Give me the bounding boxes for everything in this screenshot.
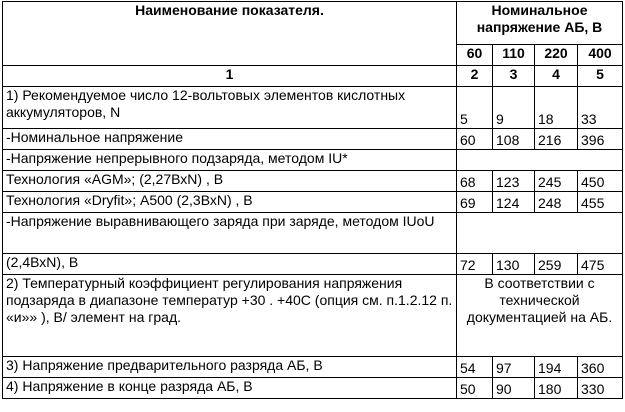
indicator-header: Наименование показателя.	[3, 2, 457, 66]
header-row	[3, 2, 623, 45]
value-cell: 123	[493, 171, 535, 192]
col-number-5: 5	[578, 66, 623, 87]
table-row	[3, 192, 623, 213]
value-cell: 72	[457, 254, 493, 275]
voltage-110: 110	[493, 45, 535, 66]
value-cell: 54	[457, 357, 493, 378]
value-cell: 245	[535, 171, 578, 192]
voltage-220: 220	[535, 45, 578, 66]
value-cell: 216	[535, 129, 578, 150]
row-label: Технология «AGM»; (2,27ВхN) , В	[3, 171, 457, 192]
table-row	[3, 275, 623, 357]
value-cell: 124	[493, 192, 535, 213]
row-label: -Напряжение непрерывного подзаряда, методом IU*	[3, 150, 457, 171]
row-label: (2,4ВхN), В	[3, 254, 457, 275]
table-row	[3, 378, 623, 399]
merged-note-cell: В соответствии с технической документацией на АБ.	[457, 275, 623, 357]
col-number-1: 1	[3, 66, 457, 87]
voltage-400: 400	[578, 45, 623, 66]
value-cell: 475	[578, 254, 623, 275]
value-cell: 50	[457, 378, 493, 399]
row-label: 1) Рекомендуемое число 12-вольтовых элементов кислотных аккумуляторов, N	[3, 87, 457, 129]
col-number-4: 4	[535, 66, 578, 87]
spec-table	[2, 1, 623, 399]
value-cell: 396	[578, 129, 623, 150]
table-row	[3, 213, 623, 254]
value-cell: 259	[535, 254, 578, 275]
table-row	[3, 129, 623, 150]
value-cell: 180	[535, 378, 578, 399]
value-cell: 97	[493, 357, 535, 378]
table-row	[3, 87, 623, 129]
row-label: -Номинальное напряжение	[3, 129, 457, 150]
table-row	[3, 150, 623, 171]
value-cell: 108	[493, 129, 535, 150]
value-cell: 194	[535, 357, 578, 378]
value-cell: 69	[457, 192, 493, 213]
row-label: -Напряжение выравнивающего заряда при заряде, методом IUoU	[3, 213, 457, 254]
value-cell: 5	[457, 87, 493, 129]
table-row	[3, 171, 623, 192]
value-cell: 330	[578, 378, 623, 399]
row-label: 2) Температурный коэффициент регулирования напряжения подзаряда в диапазоне температур +30 . +40С (опция см. п.1.2.12 п. «и»» ), В/ элемент на град.	[3, 275, 457, 357]
value-cell: 33	[578, 87, 623, 129]
row-label: Технология «Dryfit»; А500 (2,3ВхN) , В	[3, 192, 457, 213]
value-cell: 450	[578, 171, 623, 192]
value-cell: 248	[535, 192, 578, 213]
column-number-row	[3, 66, 623, 87]
empty-cell	[457, 150, 623, 171]
value-cell: 360	[578, 357, 623, 378]
voltage-60: 60	[457, 45, 493, 66]
empty-cell	[457, 213, 623, 254]
table-row	[3, 357, 623, 378]
row-label: 3) Напряжение предварительного разряда АБ, В	[3, 357, 457, 378]
col-number-3: 3	[493, 66, 535, 87]
value-cell: 9	[493, 87, 535, 129]
row-label: 4) Напряжение в конце разряда АБ, В	[3, 378, 457, 399]
value-cell: 68	[457, 171, 493, 192]
nominal-voltage-header: Номинальное напряжение АБ, В	[457, 2, 623, 45]
value-cell: 90	[493, 378, 535, 399]
value-cell: 18	[535, 87, 578, 129]
value-cell: 455	[578, 192, 623, 213]
value-cell: 130	[493, 254, 535, 275]
value-cell: 60	[457, 129, 493, 150]
table-row	[3, 254, 623, 275]
col-number-2: 2	[457, 66, 493, 87]
